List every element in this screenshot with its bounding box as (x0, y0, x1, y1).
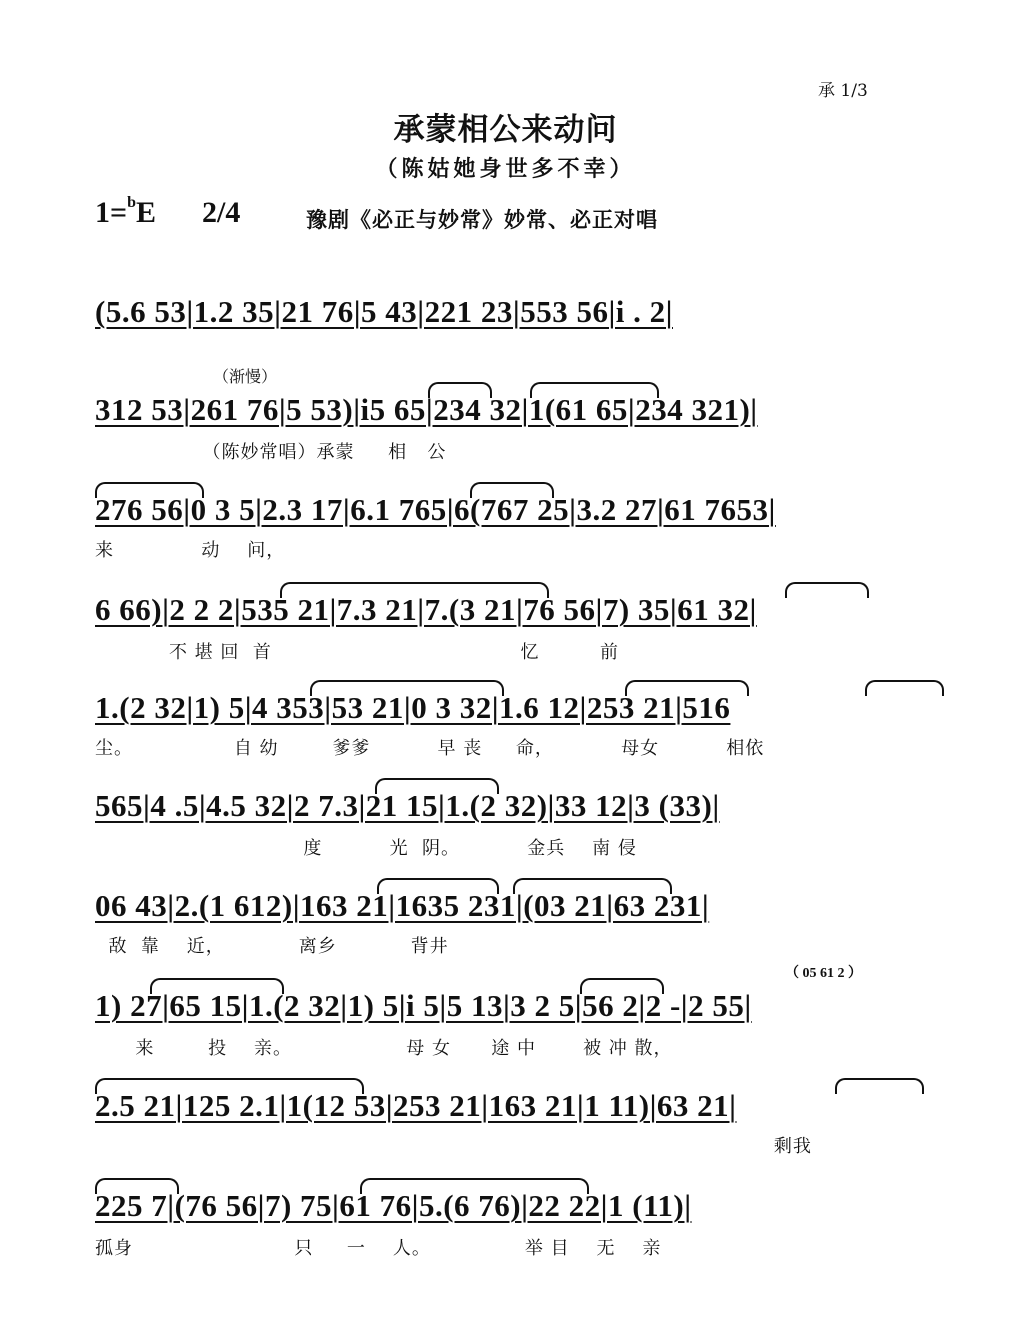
notation-line: 2.5 21|125 2.1|1(12 53|253 21|163 21|1 11)|63 21| (95, 1088, 737, 1123)
key-note: E (136, 196, 157, 229)
key-signature (95, 196, 156, 230)
notation-line: (5.6 53|1.2 35|21 76|5 43|221 23|553 56|i . 2| (95, 294, 673, 329)
tempo-marking: （渐慢） (213, 367, 278, 386)
notation-line: 1.(2 32|1) 5|4 353|53 21|0 3 32|1.6 12|253 21|516 (95, 690, 731, 725)
lyric-line: 不 堪 回 首 忆 前 (95, 642, 620, 663)
page-number: 承 1/3 (818, 81, 868, 101)
notation-line: 225 7|(76 56|7) 75|61 76|5.(6 76)|22 22|1 (11)| (95, 1188, 692, 1223)
lyric-line: （陈妙常唱）承蒙 相 公 (95, 442, 447, 463)
notation-line: 1) 27|65 15|1.(2 32|1) 5|i 5|5 13|3 2 5|56 2|2 -|2 55| (95, 988, 752, 1023)
song-subtitle: （陈姑她身世多不幸） (375, 156, 636, 182)
lyric-line: 孤身 只 一 人。 举 目 无 亲 (95, 1238, 662, 1259)
lyric-line: 来 投 亲。 母 女 途 中 被 冲 散， (95, 1038, 673, 1059)
key-flat: b (127, 194, 137, 211)
lyric-line: 来 动 问， (95, 540, 286, 561)
song-title: 承蒙相公来动问 (393, 112, 618, 148)
notation-line: 6 66)|2 2 2|535 21|7.3 21|7.(3 21|76 56|7) 35|61 32| (95, 592, 757, 627)
notation-line: 06 43|2.(1 612)|163 21|1635 231|(03 21|63 231| (95, 888, 710, 923)
notation-line: 565|4 .5|4.5 32|2 7.3|21 15|1.(2 32)|33 12|3 (33)| (95, 788, 720, 823)
time-signature: 2/4 (202, 196, 241, 229)
opera-credit: 豫剧《必正与妙常》妙常、必正对唱 (306, 207, 658, 232)
grace-notes: （ 05 61 2 ） (785, 966, 862, 981)
lyric-line: 度 光 阴。 金兵 南 侵 (95, 838, 637, 859)
notation-line: 312 53|261 76|5 53)|i5 65|234 32|1(61 65|234 321)| (95, 392, 758, 427)
notation-line: 276 56|0 3 5|2.3 17|6.1 765|6(767 25|3.2 27|61 7653| (95, 492, 776, 527)
lyric-line: 敌 靠 近， 离乡 背井 (95, 936, 449, 957)
key-prefix: 1= (95, 196, 128, 229)
lyric-line: 尘。 自 幼 爹爹 早 丧 命， 母女 相依 (95, 738, 765, 759)
lyric-line: 剩我 (95, 1136, 812, 1157)
